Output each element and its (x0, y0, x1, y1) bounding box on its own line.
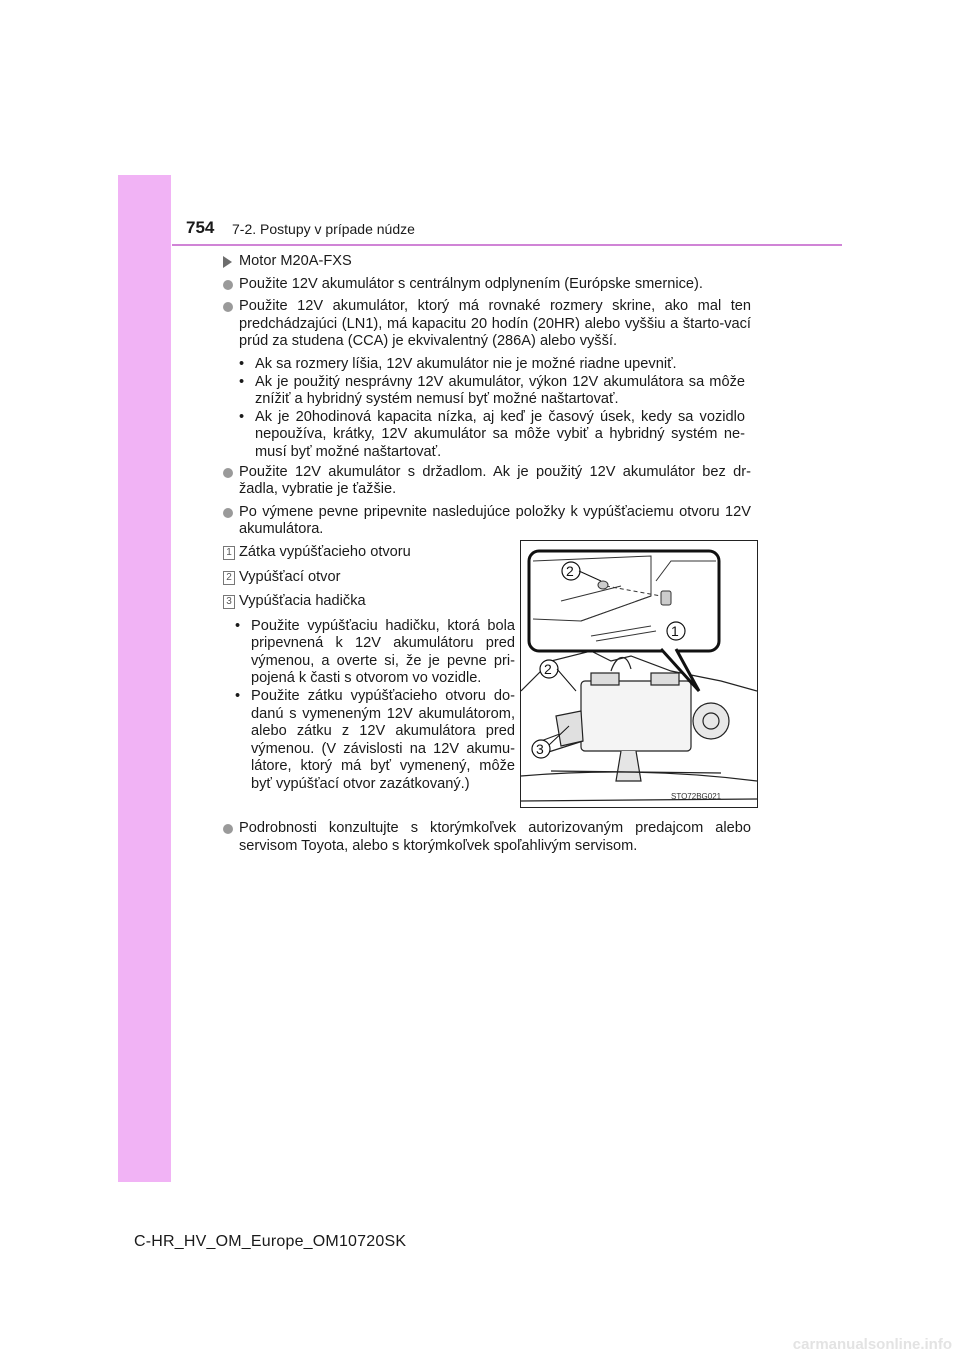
bullet-item (223, 298, 751, 351)
numbered-label: Vypúšťacia hadička (239, 593, 366, 610)
watermark-text: carmanualsonline.info (792, 1336, 952, 1353)
side-tab-band (118, 175, 171, 1182)
header-divider (172, 244, 842, 246)
sub-bullet-text: Ak je použitý nesprávny 12V akumulátor, výkon 12V akumulátora sa môže znížiť a hybridný systém nemusí byť možné naštartovať. (255, 373, 745, 408)
number-badge: 3 (223, 595, 235, 609)
document-footer: C-HR_HV_OM_Europe_OM10720SK (134, 1233, 407, 1250)
bullet-text: Použite 12V akumulátor, ktorý má rovnaké rozmery skrine, ako mal ten predchádzajúci (LN1), má kapacitu 20 hodín (20HR) alebo vyššiu a štarto-vací prúd za studena (CCA) je ekvivalentný (286A) alebo vyšší. (239, 298, 751, 350)
bullet-dot-icon (223, 508, 233, 518)
sub-bullet-list (229, 356, 745, 462)
sub-bullet-item: • Ak je 20hodinová kapacita nízka, aj keď je časový úsek, kedy sa vozidlo nepoužíva, krátky, 12V akumulátor sa môže vybiť a hybridný systém ne-musí byť možné naštartovať. (239, 408, 745, 460)
bullet-item (223, 820, 751, 855)
numbered-label: Vypúšťací otvor (239, 568, 341, 585)
bullet-item (223, 464, 751, 499)
bullet-text: Po výmene pevne pripevnite nasledujúce položky k vypúšťaciemu otvoru 12V akumulátora. (239, 503, 751, 538)
number-badge: 2 (223, 571, 235, 585)
callout-label: 3 (536, 740, 544, 757)
bullet-dot-icon (223, 824, 233, 834)
sub-bullet-item: • Ak je použitý nesprávny 12V akumulátor, výkon 12V akumulátora sa môže znížiť a hybridný systém nemusí byť možné naštartovať. (239, 373, 745, 408)
page-content (223, 253, 751, 860)
bullet-text: Použite 12V akumulátor s centrálnym odplynením (Európske smernice). (239, 275, 703, 292)
bullet-dot-icon (223, 280, 233, 290)
figure-code: STO72BG021 (671, 791, 722, 801)
watermark-logo (716, 1334, 956, 1354)
callout-label: 1 (671, 622, 679, 639)
drain-parts-section (223, 544, 751, 814)
hose-note: • Použite vypúšťaciu hadičku, ktorá bola pripevnená k 12V akumulátoru pred výmenou, a overte si, že je pevne pri-pojená k časti s otvorom vo vozidle. (235, 617, 515, 687)
bullet-item (223, 276, 751, 294)
bullet-text: Použite 12V akumulátor s držadlom. Ak je použitý 12V akumulátor bez dr-žadla, vybratie je ťažšie. (239, 463, 751, 498)
hose-note: • Použite zátku vypúšťacieho otvoru do-danú s vymeneným 12V akumulátorom, alebo zátku z 12V akumulátora pred výmenou. (V závislosti na 12V akumu-látore, ktorý má byť vymenený, môže byť vypúšťací otvor zazátkovaný.) (235, 688, 515, 793)
battery-drawing (521, 541, 757, 807)
numbered-label: Zátka vypúšťacieho otvoru (239, 543, 411, 560)
engine-heading-text: Motor M20A-FXS (239, 253, 352, 269)
parts-list (223, 544, 515, 794)
numbered-item (223, 593, 515, 611)
number-badge: 1 (223, 546, 235, 560)
hose-note-text: Použite vypúšťaciu hadičku, ktorá bola pripevnená k 12V akumulátoru pred výmenou, a overte si, že je pevne pri-pojená k časti s otvorom vo vozidle. (251, 617, 515, 687)
triangle-bullet-icon (223, 256, 232, 268)
bullet-text: Podrobnosti konzultujte s ktorýmkoľvek autorizovaným predajcom alebo servisom Toyota, alebo s ktorýmkoľvek spoľahlivým servisom. (239, 819, 751, 854)
sub-bullet-text: Ak je 20hodinová kapacita nízka, aj keď je časový úsek, kedy sa vozidlo nepoužíva, krátky, 12V akumulátor sa môže vybiť a hybridný systém ne-musí byť možné naštartovať. (255, 408, 745, 460)
bullet-dot-icon (223, 468, 233, 478)
numbered-item (223, 569, 515, 587)
section-title: 7-2. Postupy v prípade núdze (232, 221, 415, 237)
engine-heading (223, 253, 751, 271)
battery-illustration (520, 540, 758, 808)
hose-note-text: Použite zátku vypúšťacieho otvoru do-danú s vymeneným 12V akumulátorom, alebo zátku z 12V akumulátora pred výmenou. (V závislosti na 12V akumu-látore, ktorý má byť vymenený, môže byť vypúšťací otvor zazátkovaný.) (251, 688, 515, 793)
page-number: 754 (186, 218, 215, 237)
numbered-item (223, 544, 515, 562)
callout-label: 2 (544, 660, 552, 677)
sub-bullet-text: Ak sa rozmery líšia, 12V akumulátor nie je možné riadne upevniť. (255, 355, 677, 372)
bullet-dot-icon (223, 302, 233, 312)
sub-bullet-item: • Ak sa rozmery líšia, 12V akumulátor nie je možné riadne upevniť. (239, 355, 677, 372)
callout-label: 2 (566, 562, 574, 579)
bullet-item (223, 504, 751, 539)
